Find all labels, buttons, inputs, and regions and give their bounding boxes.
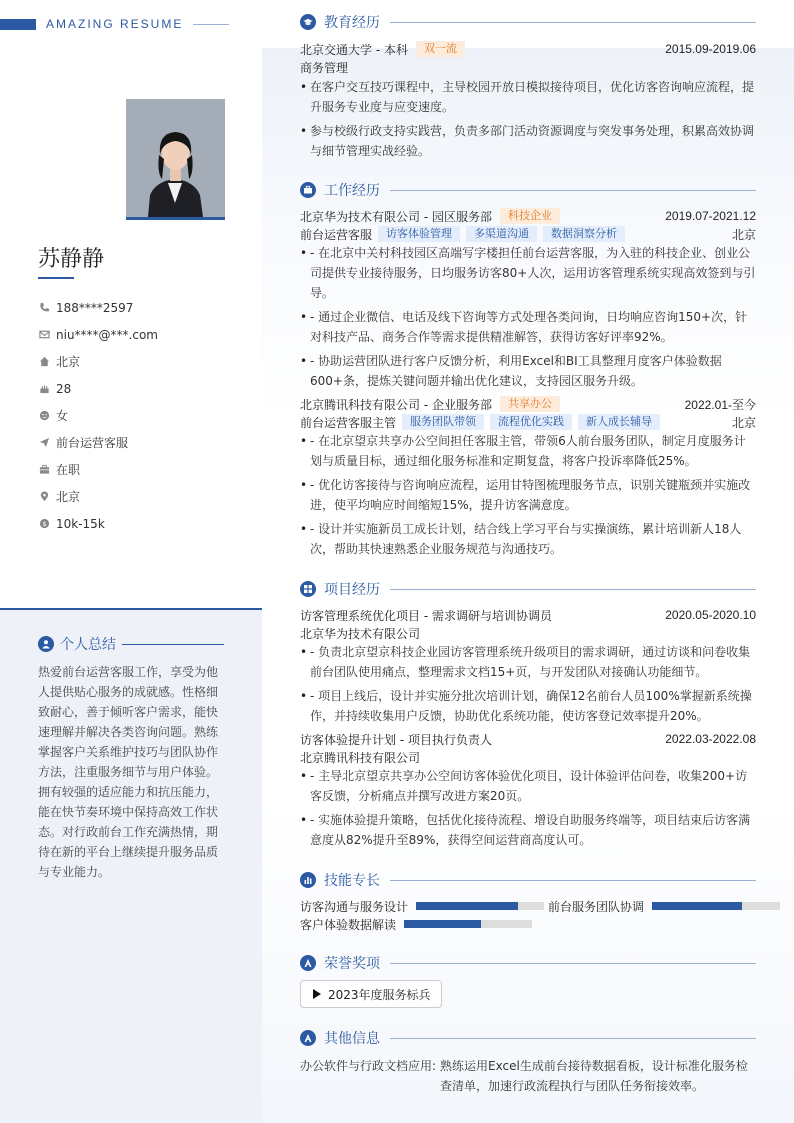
projects-divider [390,589,756,590]
projects-title: 项目经历 [324,582,380,598]
portrait-image [126,99,225,217]
work-title: 工作经历 [324,183,380,199]
project-bullet: • - 负责北京望京科技企业园访客管理系统升级项目的需求调研，通过访谈和问卷收集前台团队使用痛点，整理需求文档15+页，与开发团队对接确认功能细节。 [300,642,756,682]
skills-divider [390,880,756,881]
education-school-row [300,40,756,58]
education-major: 商务管理 [300,60,349,75]
summary-text: 热爱前台运营客服工作，享受为他人提供贴心服务的成就感。性格细致耐心，善于倾听客户需求，能快速理解并解决各类咨询问题。熟练掌握客户关系维护技巧与团队协作方法，注重服务细节与用户体验。拥有较强的适应能力和抗压能力，能在快节奏环境中保持高效工作状态。对行政前台工作充满热情，期待在新的平台上继续提升服务品质与专业能力。 [38,665,219,879]
job-bullet: • - 设计并实施新员工成长计划，结合线上学习平台与实操演练，累计培训新人18人次，帮助其快速熟悉企业服务规范与沟通技巧。 [300,519,756,559]
skill-item [300,898,544,914]
job-skill-tag: 流程优化实践 [490,414,572,430]
education-major-row [300,58,756,76]
education-school: 北京交通大学 - 本科 [300,42,408,57]
info-home-text: 北京 [56,355,81,369]
svg-text:$: $ [41,519,47,528]
projects-header [300,579,756,599]
contact-info-list [38,294,158,537]
info-salary-text: 10k-15k [56,516,105,531]
info-phone-text: 188****2597 [56,300,134,315]
send-icon [38,437,50,449]
summary-divider [122,644,224,645]
mail-icon [38,329,50,341]
job-company: 北京腾讯科技有限公司 - 企业服务部 [300,397,492,412]
job-bullet: • - 在北京望京共享办公空间担任客服主管，带领6人前台服务团队，制定月度服务计划与质量目标，通过细化服务标准和定期复盘，将客户投诉率降低25%。 [300,431,756,471]
skills-title: 技能专长 [324,873,380,889]
awards-divider [390,963,756,964]
job-tag: 共享办公 [500,396,560,412]
project-row [300,606,756,624]
info-age [38,375,158,402]
skill-name: 前台服务团队协调 [548,899,645,914]
job-bullet: • - 优化访客接待与咨询响应流程，运用甘特图梳理服务节点，识别关键瓶颈并实施改进，使平均响应时间缩短15%，提升访客满意度。 [300,475,756,515]
job-company-row [300,395,756,413]
briefcase-icon [300,182,316,198]
info-home [38,348,158,375]
education-date: 2015.09-2019.06 [665,42,756,56]
skill-bar-fill [404,920,481,928]
work-divider [390,190,756,191]
project-row [300,730,756,748]
face-icon [38,410,50,422]
info-email [38,321,158,348]
job-bullet: • - 通过企业微信、电话及线下咨询等方式处理各类问询，日均响应咨询150+次，针对科技产品、商务合作等需求提供精准解答，获得访客好评率92%。 [300,307,756,347]
other-label: 办公软件与行政文档应用: [300,1059,437,1073]
job-date: 2022.01-至今 [684,397,756,412]
job-skill-tag: 多渠道沟通 [466,226,537,242]
work-header [300,180,756,200]
education-header [300,12,756,32]
info-location-text: 北京 [56,490,81,504]
other-info [300,1056,756,1096]
other-divider [390,1038,756,1039]
project-company: 北京华为技术有限公司 [300,626,421,641]
job-date: 2019.07-2021.12 [665,209,756,223]
job-role-row [300,225,756,243]
award-icon [300,1030,316,1046]
job-skill-tag: 新人成长辅导 [578,414,660,430]
award-icon [300,955,316,971]
cake-icon [38,383,50,395]
job-role: 前台运营客服主管 [300,415,397,430]
skill-name: 客户体验数据解读 [300,917,397,932]
job-skill-tag: 访客体验管理 [378,226,460,242]
info-status [38,456,158,483]
grid-icon [300,581,316,597]
graduation-cap-icon [300,14,316,30]
bar-chart-icon [300,872,316,888]
award-text: 2023年度服务标兵 [328,987,431,1002]
job-tag: 科技企业 [500,208,560,224]
play-icon [313,989,321,999]
job-skill-tag: 服务团队带领 [402,414,484,430]
other-title: 其他信息 [324,1031,380,1047]
project-bullet: • - 主导北京望京共享办公空间访客体验优化项目，设计体验评估问卷，收集200+访客反馈，分析痛点并撰写改进方案20页。 [300,766,756,806]
education-bullet: • 参与校级行政支持实践营，负责多部门活动资源调度与突发事务处理，积累高效协调与细节管理实战经验。 [300,121,756,161]
summary-header [38,634,224,654]
job-company: 北京华为技术有限公司 - 园区服务部 [300,209,492,224]
job-city: 北京 [731,227,756,242]
other-header [300,1028,756,1048]
job-role: 前台运营客服 [300,227,373,242]
info-gender [38,402,158,429]
info-age-text: 28 [56,381,72,396]
job-company-row [300,207,756,225]
skill-item [300,916,532,932]
skill-bar [652,902,780,910]
person-icon [38,636,54,652]
briefcase-icon [38,464,50,476]
project-bullet: • - 实施体验提升策略，包括优化接待流程、增设自助服务终端等，项目结束后访客满意度从82%提升至89%，获得空间运营商高度认可。 [300,810,756,850]
info-position [38,429,158,456]
info-status-text: 在职 [56,463,81,477]
phone-icon [38,302,50,314]
other-text: 熟练运用Excel生成前台接待数据看板，设计标准化服务检查清单，加速行政流程执行与团队任务衔接效率。 [440,1059,748,1093]
project-name: 访客管理系统优化项目 - 需求调研与培训协调员 [300,608,552,623]
skills-header [300,870,756,890]
project-bullet: • - 项目上线后，设计并实施分批次培训计划，确保12名前台人员100%掌握新系统操作，并持续收集用户反馈，协助优化系统功能，使访客登记效率提升20%。 [300,686,756,726]
award-badge [300,980,442,1008]
skill-bar [404,920,532,928]
brand-text: AMAZING RESUME [46,17,184,31]
skill-bar-fill [652,902,742,910]
info-location [38,483,158,510]
skill-bar-fill [416,902,518,910]
info-salary [38,510,158,537]
awards-header [300,953,756,973]
home-icon [38,356,50,368]
money-icon [38,518,50,530]
info-phone [38,294,158,321]
summary-title: 个人总结 [60,637,116,653]
skill-item [548,898,780,914]
project-date: 2022.03-2022.08 [665,732,756,746]
education-bullet: • 在客户交互技巧课程中，主导校园开放日模拟接待项目，优化访客咨询响应流程，提升服务专业度与应变速度。 [300,77,756,117]
project-date: 2020.05-2020.10 [665,608,756,622]
project-company-row [300,624,756,642]
brand-bar [0,19,36,30]
location-icon [38,491,50,503]
job-bullet: • - 协助运营团队进行客户反馈分析，利用Excel和BI工具整理月度客户体验数据600+条，提炼关键问题并输出优化建议，支持园区服务升级。 [300,351,756,391]
profile-photo [126,99,225,220]
project-name: 访客体验提升计划 - 项目执行负责人 [300,732,492,747]
name-underline [38,277,74,279]
skill-name: 访客沟通与服务设计 [300,899,409,914]
education-divider [390,22,756,23]
job-bullet: • - 在北京中关村科技园区高端写字楼担任前台运营客服，为入驻的科技企业、创业公司提供专业接待服务，日均服务访客80+人次，运用访客管理系统实现高效签到与引导。 [300,243,756,303]
job-skill-tag: 数据洞察分析 [543,226,625,242]
job-city: 北京 [731,415,756,430]
job-role-row [300,413,756,431]
info-position-text: 前台运营客服 [56,436,129,450]
education-title: 教育经历 [324,15,380,31]
info-email-text: niu****@***.com [56,327,158,342]
brand-header [0,16,229,32]
brand-line [193,24,229,25]
project-company-row [300,748,756,766]
info-gender-text: 女 [56,409,69,423]
candidate-name: 苏静静 [38,247,105,272]
education-tag: 双一流 [416,41,465,57]
awards-title: 荣誉奖项 [324,956,380,972]
skill-bar [416,902,544,910]
project-company: 北京腾讯科技有限公司 [300,750,421,765]
